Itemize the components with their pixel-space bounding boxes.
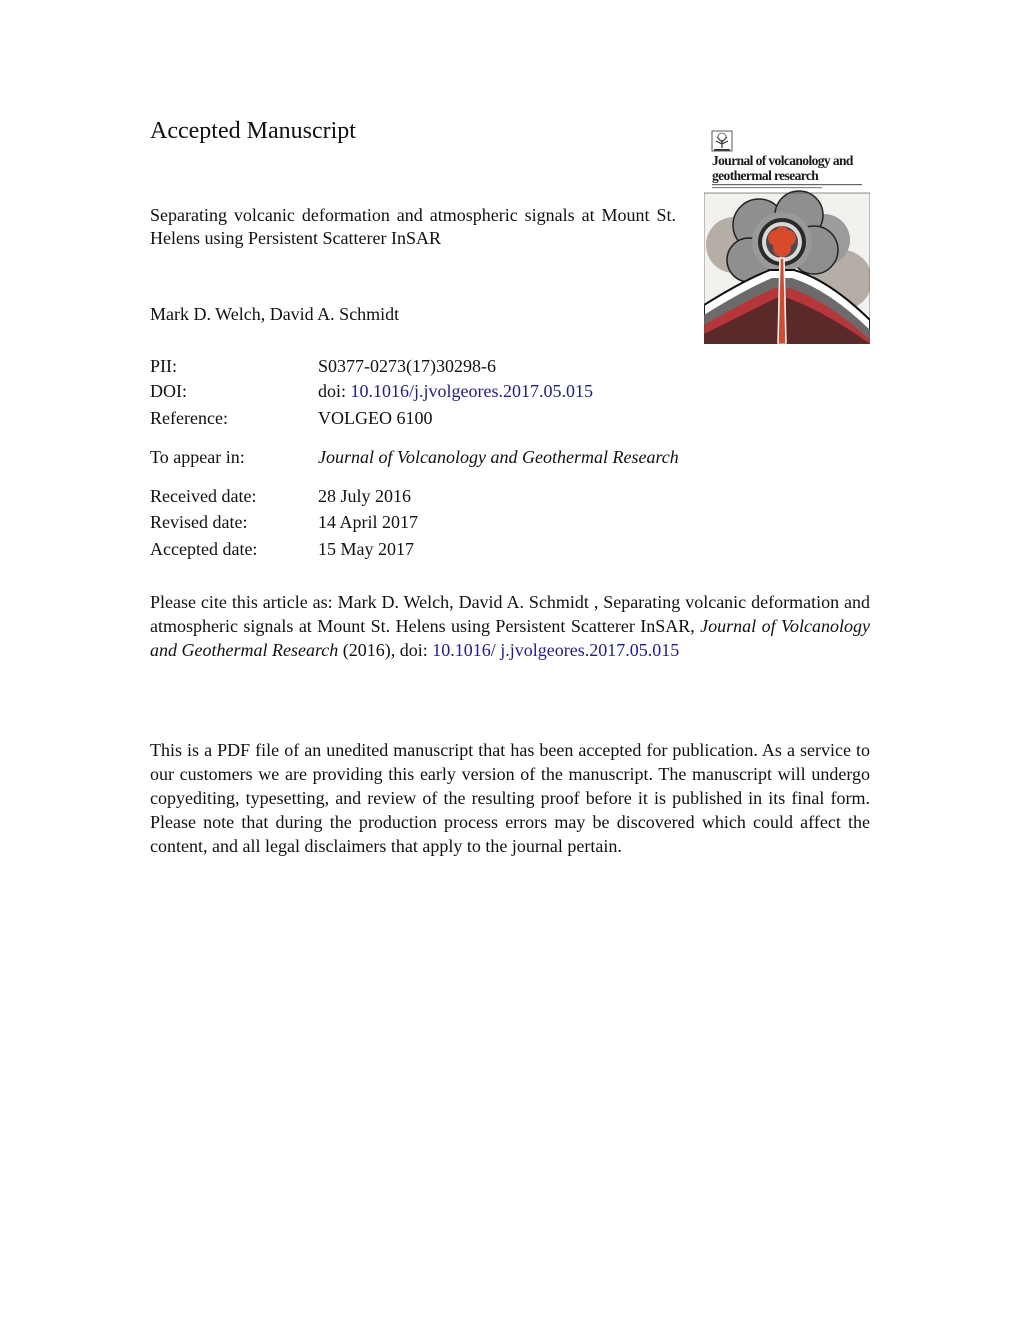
appear-label: To appear in: xyxy=(150,447,245,467)
citation-doi-link[interactable]: 10.1016/ j.jvolgeores.2017.05.015 xyxy=(432,640,680,660)
pii-label: PII: xyxy=(150,356,177,376)
doi-prefix: doi: xyxy=(318,381,347,401)
citation-journal: Journal of Volcanology and Geothermal Research xyxy=(150,616,870,660)
disclaimer-paragraph: This is a PDF file of an unedited manuscript that has been accepted for publication. As a service to our customers we are providing this early version of the manuscript. The manuscript will undergo copyediting, typesetting, and review of the resulting proof before it is published in its final form. Please note that during the production process errors may be discovered which could affect the content, and all legal disclaimers that apply to the journal pertain. xyxy=(150,740,870,856)
pii-value: S0377-0273(17)30298-6 xyxy=(318,356,496,376)
citation-intro: Please cite this article as: Mark D. Welch, David A. Schmidt , Separating volcanic deformation and atmospheric signals at Mount St. Helens using Persistent Scatterer InSAR, xyxy=(150,592,870,636)
received-value: 28 July 2016 xyxy=(318,486,412,506)
citation-year-doi: (2016), doi: xyxy=(338,640,433,660)
revised-label: Revised date: xyxy=(150,512,248,532)
accepted-value: 15 May 2017 xyxy=(318,539,414,559)
article-authors: Mark D. Welch, David A. Schmidt xyxy=(150,304,400,324)
received-label: Received date: xyxy=(150,486,257,506)
reference-value: VOLGEO 6100 xyxy=(318,408,433,428)
article-title: Separating volcanic deformation and atmospheric signals at Mount St. Helens using Persistent Scatterer InSAR xyxy=(150,205,676,248)
volcano-image xyxy=(704,191,870,344)
accepted-label: Accepted date: xyxy=(150,539,258,559)
appear-value: Journal of Volcanology and Geothermal Research xyxy=(318,447,679,467)
cover-journal-name: Journal of volcanology and geothermal research xyxy=(712,153,853,183)
elsevier-logo-icon xyxy=(712,131,732,151)
manuscript-heading: Accepted Manuscript xyxy=(150,118,356,144)
doi-value xyxy=(318,381,593,402)
reference-label: Reference: xyxy=(150,408,228,428)
doi-label: DOI: xyxy=(150,381,187,401)
citation-paragraph xyxy=(150,590,870,662)
doi-link[interactable]: 10.1016/j.jvolgeores.2017.05.015 xyxy=(350,381,593,401)
revised-value: 14 April 2017 xyxy=(318,512,419,532)
